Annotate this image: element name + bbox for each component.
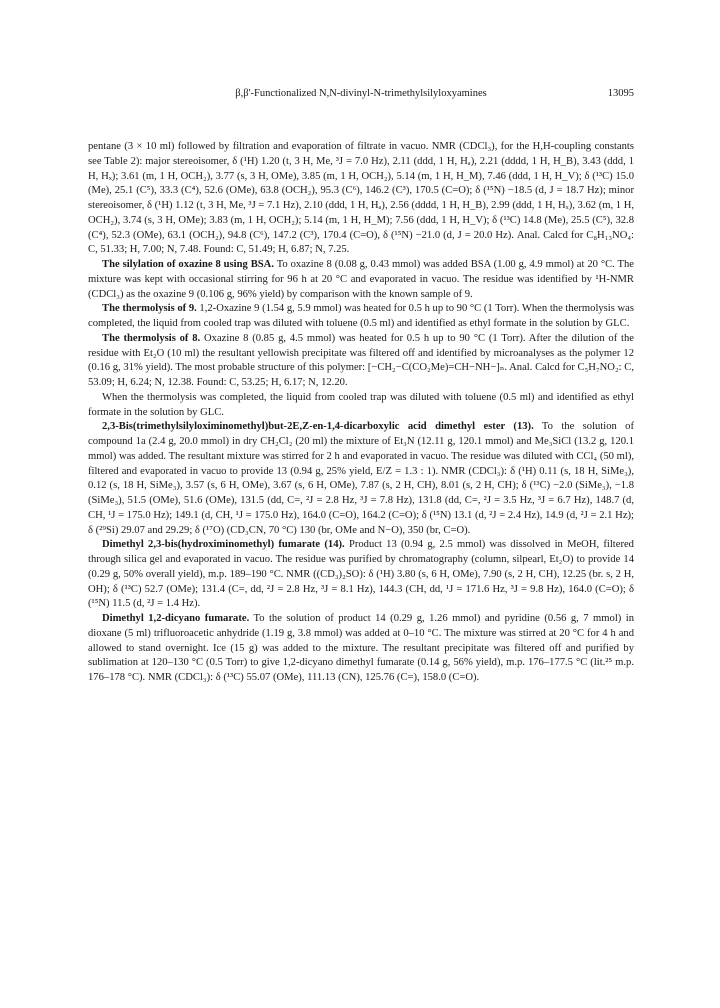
paragraph-thermolysis-8 [88, 332, 634, 391]
paragraph-title: 2,3-Bis(trimethylsilyloximinomethyl)but-2E,Z-en-1,4-dicarboxylic acid dimethyl ester (13). [102, 421, 534, 433]
paragraph-text: pentane (3 × 10 ml) followed by filtration and evaporation of filtrate in vacuo. NMR (CDCl₃), for the H,H-coupling constants see Table 2): major stereoisomer, δ (¹H) 1.20 (t, 3 H, Me, ³J = 7.0 Hz), 2.11 (ddd, 1 H, Hₐ), 2.21 (dddd, 1 H, H_B), 3.43 (ddd, 1 H, Hₓ); 3.61 (m, 1 H, OCH₂), 3.77 (s, 3 H, OMe), 3.85 (m, 1 H, OCH₂), 5.14 (m, 1 H, H_M), 7.46 (ddd, 1 H, H_V); δ (¹³C) 15.0 (Me), 25.1 (C⁵), 33.3 (C⁴), 52.6 (OMe), 63.8 (OCH₂), 95.3 (C⁶), 146.2 (C³), 170.5 (C=O); δ (¹⁵N) −18.5 (d, J = 18.7 Hz); minor stereoisomer, δ (¹H) 1.12 (t, 3 H, Me, ³J = 7.1 Hz), 2.10 (ddd, 1 H, Hₐ), 2.56 (dddd, 1 H, H_B), 2.99 (ddd, 1 H, Hₓ), 3.62 (m, 1 H, OCH₂), 3.74 (s, 3 H, OMe); 3.83 (m, 1 H, OCH₂); 5.14 (m, 1 H, H_M); 7.56 (ddd, 1 H, H_V); δ (¹³C) 14.8 (Me), 25.5 (C⁵), 32.8 (C⁴), 52.3 (OMe), 63.1 (OCH₂), 94.8 (C⁶), 147.2 (C³), 170.4 (C=O), δ (¹⁵N) −21.0 (d, J = 20.0 Hz). Anal. Calcd for C₈H₁₃NO₄: C, 51.33; H, 7.00; N, 7.48. Found: C, 51.49; H, 6.87; N, 7.25. [88, 141, 635, 256]
paragraph-text: To the solution of compound 1a (2.4 g, 20.0 mmol) in dry CH₂Cl₂ (20 ml) the mixture of Et₃N (12.11 g, 120.1 mmol) and Me₃SiCl (13.2 g, 120.1 mmol) was added. The resultant mixture was stirred for 2 h and evaporated in vacuo. The residue was diluted with CCl₄ (50 ml), filtered and evaporated in vacuo to provide 13 (0.94 g, 25% yield, E/Z = 1.3 : 1). NMR (CDCl₃): δ (¹H) 0.11 (s, 18 H, SiMe₃), 0.12 (s, 18 H, SiMe₃), 3.57 (s, 6 H, OMe), 3.67 (s, 6 H, OMe), 7.87 (s, 2 H, CH), 8.01 (s, 2 H, CH); δ (¹³C) −2.0 (SiMe₃), −1.8 (SiMe₃), 51.5 (OMe), 51.6 (OMe), 131.5 (dd, C=, ²J = 2.8 Hz, ³J = 7.8 Hz), 131.8 (dd, C=, ²J = 3.5 Hz, ³J = 6.7 Hz), 148.7 (d, CH, ¹J = 175.0 Hz); 149.1 (d, CH, ¹J = 175.0 Hz), 164.0 (C=O), 164.2 (C=O); δ (¹⁵N) 13.1 (d, ²J = 2.4 Hz), 14.9 (d, ²J = 2.1 Hz); δ (²⁹Si) 29.07 and 29.29; δ (¹⁷O) (CD₃CN, 70 °C) 130 (br, OMe and N−O), 350 (br, C=O). [88, 421, 634, 536]
paragraph-title: The thermolysis of 8. [102, 332, 201, 344]
paragraph-text: 1,2-Oxazine 9 (1.54 g, 5.9 mmol) was heated for 0.5 h up to 90 °C (1 Torr). When the thermolysis was completed, the liquid from cooled trap was diluted with toluene (0.5 ml) and identified as ethyl formate in the solution by GLC. [88, 303, 635, 329]
running-head [88, 88, 634, 102]
paragraph-compound-13 [88, 420, 634, 538]
experimental-text [88, 140, 634, 686]
paragraph-text: Product 13 (0.94 g, 2.5 mmol) was dissolved in MeOH, filtered through silica gel and evaporated in vacuo. The residue was purified by chromatography (column, silpearl, Et₂O) to provide 14 (0.29 g, 50% overall yield), m.p. 189–190 °C. NMR ((CD₃)₂SO): δ (¹H) 3.80 (s, 6 H, OMe), 7.90 (s, 2 H, CH), 12.25 (br. s, 2 H, OH); δ (¹³C) 52.7 (OMe); 131.4 (C=, dd, ²J = 2.8 Hz, ³J = 8.1 Hz), 144.3 (CH, dd, ¹J = 171.6 Hz, ³J = 9.8 Hz), 164.0 (C=O); δ (¹⁵N) 11.5 (d, ²J = 1.4 Hz). [88, 539, 634, 610]
paragraph-thermolysis-completed [88, 391, 634, 421]
paragraph-title: Dimethyl 1,2-dicyano fumarate. [102, 613, 250, 624]
paragraph-silylation-oxazine-8 [88, 258, 634, 302]
running-title: β,β'-Functionalized N,N-divinyl-N-trimethylsilyloxyamines [235, 88, 487, 99]
paragraph-thermolysis-9 [88, 302, 634, 332]
paragraph-title: Dimethyl 2,3-bis(hydroximinomethyl) fumarate (14). [102, 539, 345, 551]
paragraph-text: When the thermolysis was completed, the liquid from cooled trap was diluted with toluene (0.5 ml) and identified as ethyl formate in the solution by GLC. [88, 391, 634, 418]
paragraph-text: To the solution of product 14 (0.29 g, 1.26 mmol) and pyridine (0.56 g, 7 mmol) in dioxane (5 ml) trifluoroacetic anhydride (1.19 g, 3.8 mmol) was added at 0–10 °C. The mixture was stirred at 20 °C for 4 h and allowed to stand overnight. Ice (15 g) was added to the mixture. The resultant precipitate was filtered off and purified by sublimation at 120–130 °C (0.5 Torr) to give 1,2-dicyano dimethyl fumarate (0.14 g, 56% yield), m.p. 176–177.5 °C (lit.²⁵ m.p. 176–178 °C). NMR (CDCl₃): δ (¹³C) 55.07 (OMe), 111.13 (CN), 125.76 (C=), 158.0 (C=O). [88, 613, 634, 683]
paragraph-nmr-data [88, 140, 634, 258]
paragraph-title: The silylation of oxazine 8 using BSA. [102, 259, 274, 270]
paragraph-text: To oxazine 8 (0.08 g, 0.43 mmol) was added BSA (1.00 g, 4.9 mmol) at 20 °C. The mixture was kept with occasional stirring for 96 h at 20 °C and evaporated in vacuo. The residue was identified by ¹H-NMR (CDCl₃) as the oxazine 9 (0.106 g, 96% yield) by comparison with the known sample of 9. [88, 259, 634, 300]
paragraph-compound-14 [88, 538, 634, 612]
paragraph-text: Oxazine 8 (0.85 g, 4.5 mmol) was heated for 0.5 h up to 90 °C (1 Torr). After the dilution of the residue with Et₂O (10 ml) the resultant yellowish precipitate was filtered off and identified by microanalyses as the polymer 12 (0.16 g, 31% yield). The most probable structure of this polymer: [−CH₂−C(CO₂Me)=CH−NH−]ₙ. Anal. Calcd for C₅H₇NO₂: C, 53.09; H, 6.24; N, 12.38. Found: C, 53.25; H, 6.17; N, 12.20. [88, 332, 635, 388]
paragraph-dicyano-fumarate [88, 612, 634, 686]
page-number: 13095 [607, 88, 634, 99]
paragraph-title: The thermolysis of 9. [102, 303, 197, 315]
